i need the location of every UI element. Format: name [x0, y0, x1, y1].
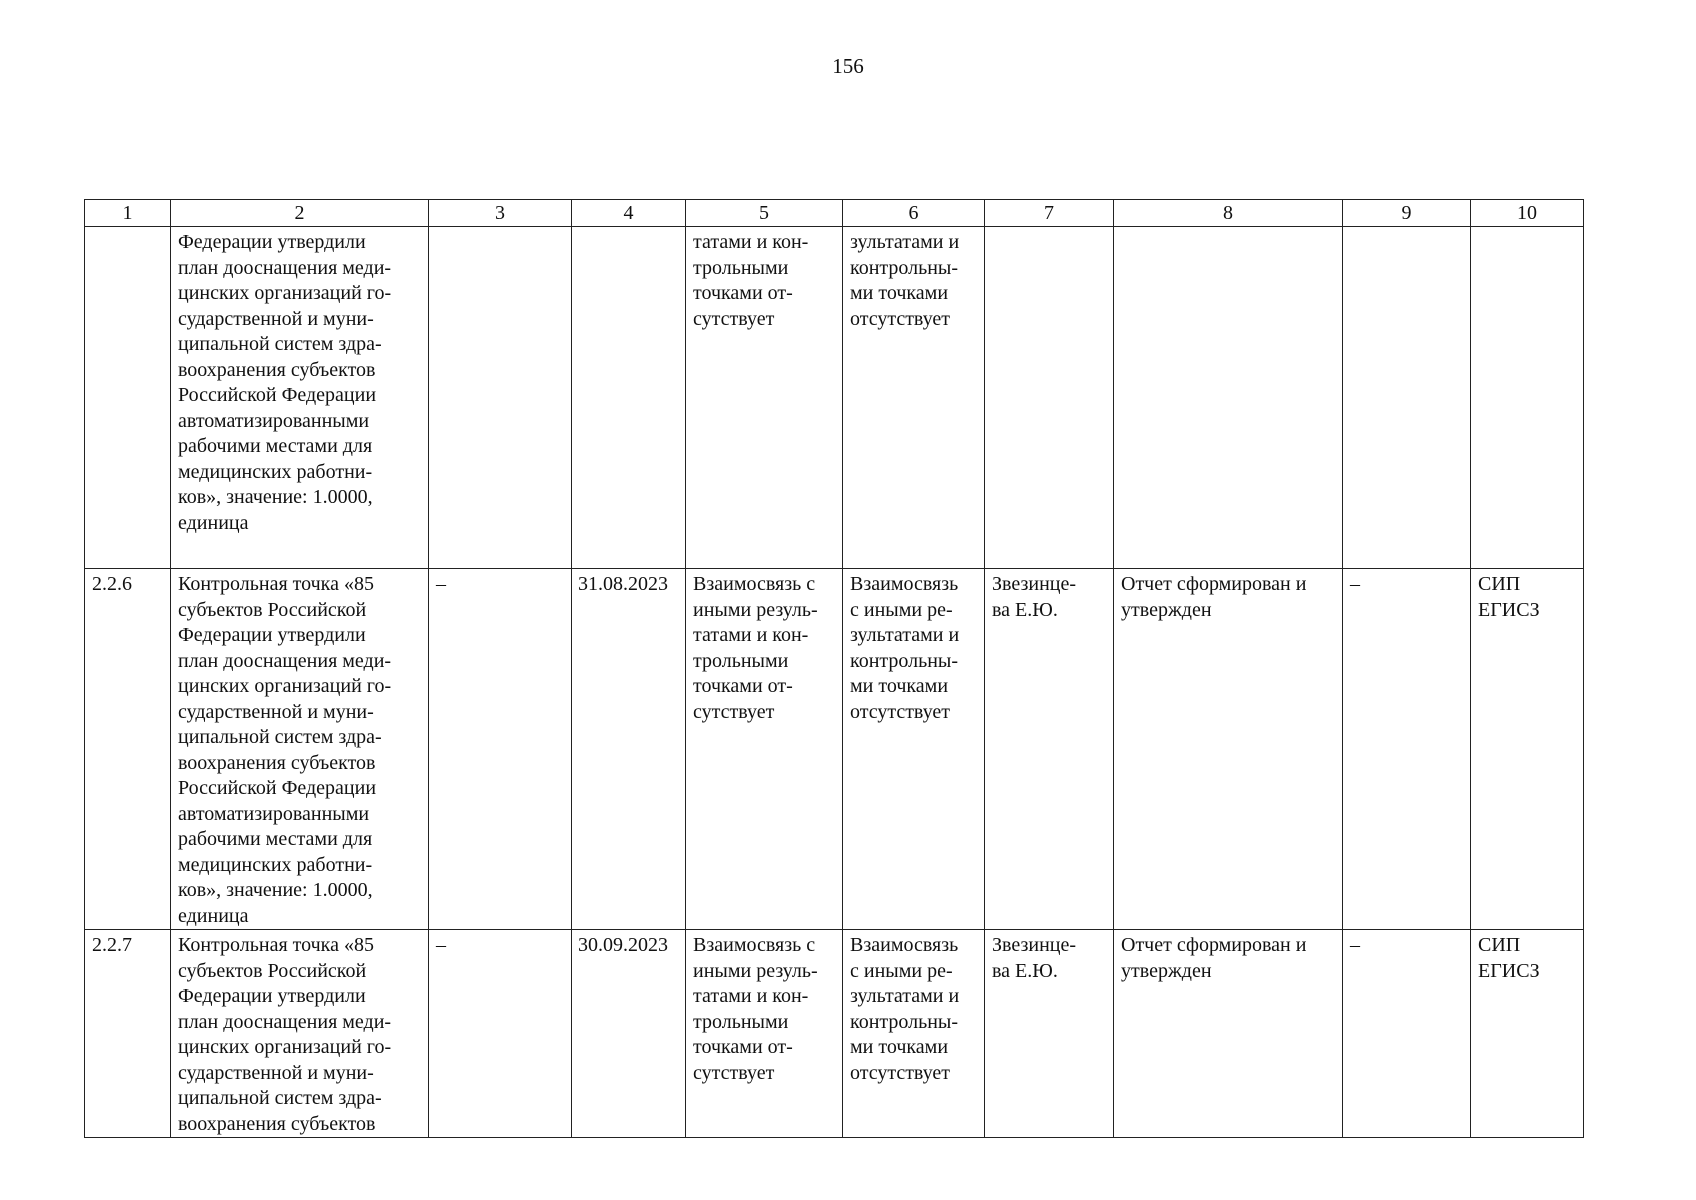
cell-description: Федерации утвердили план дооснащения меди- цинских организаций го- сударственной и муни- ципальной систем здра- воохранения субъектов Российской Федерации автоматизированными рабочими местами для медицинских работни- ков», значение: 1.0000, единица — [171, 227, 429, 569]
cell-date: 30.09.2023 — [572, 930, 686, 1138]
table-row — [85, 569, 1584, 930]
cell-number — [85, 227, 171, 569]
cell-relation-2: Взаимосвязь с иными ре- зультатами и контрольны- ми точками отсутствует — [843, 569, 985, 930]
header-cell: 6 — [843, 200, 985, 227]
cell-description: Контрольная точка «85 субъектов Российской Федерации утвердили план дооснащения меди- цинских организаций го- сударственной и муни- ципальной систем здра- воохранения субъектов — [171, 930, 429, 1138]
header-cell: 9 — [1343, 200, 1471, 227]
cell-description: Контрольная точка «85 субъектов Российской Федерации утвердили план дооснащения меди- цинских организаций го- сударственной и муни- ципальной систем здра- воохранения субъектов Российской Федерации автоматизированными рабочими местами для медицинских работни- ков», значение: 1.0000, единица — [171, 569, 429, 930]
cell-col9 — [1343, 227, 1471, 569]
header-cell: 5 — [686, 200, 843, 227]
page-number: 156 — [832, 54, 864, 78]
table-row — [85, 930, 1584, 1138]
header-cell: 8 — [1114, 200, 1343, 227]
cell-relation: Взаимосвязь с иными резуль- татами и кон- трольными точками от- сутствует — [686, 569, 843, 930]
cell-relation: Взаимосвязь с иными резуль- татами и кон- трольными точками от- сутствует — [686, 930, 843, 1138]
cell-relation-2: зультатами и контрольны- ми точками отсутствует — [843, 227, 985, 569]
header-cell: 3 — [429, 200, 572, 227]
cell-col3 — [429, 227, 572, 569]
table-header-row — [85, 200, 1584, 227]
cell-col3: – — [429, 930, 572, 1138]
document-table — [84, 199, 1584, 1138]
cell-system: СИП ЕГИСЗ — [1471, 569, 1584, 930]
cell-system: СИП ЕГИСЗ — [1471, 930, 1584, 1138]
header-cell: 2 — [171, 200, 429, 227]
table-row — [85, 227, 1584, 569]
cell-col9: – — [1343, 930, 1471, 1138]
cell-system — [1471, 227, 1584, 569]
header-cell: 1 — [85, 200, 171, 227]
header-cell: 10 — [1471, 200, 1584, 227]
header-cell: 7 — [985, 200, 1114, 227]
cell-col9: – — [1343, 569, 1471, 930]
cell-responsible: Звезинце- ва Е.Ю. — [985, 930, 1114, 1138]
cell-number: 2.2.6 — [85, 569, 171, 930]
cell-relation-2: Взаимосвязь с иными ре- зультатами и контрольны- ми точками отсутствует — [843, 930, 985, 1138]
cell-relation: татами и кон- трольными точками от- сутствует — [686, 227, 843, 569]
cell-result — [1114, 227, 1343, 569]
cell-date — [572, 227, 686, 569]
cell-date: 31.08.2023 — [572, 569, 686, 930]
cell-responsible — [985, 227, 1114, 569]
cell-number: 2.2.7 — [85, 930, 171, 1138]
cell-col3: – — [429, 569, 572, 930]
cell-responsible: Звезинце- ва Е.Ю. — [985, 569, 1114, 930]
cell-result: Отчет сформирован и утвержден — [1114, 930, 1343, 1138]
cell-result: Отчет сформирован и утвержден — [1114, 569, 1343, 930]
header-cell: 4 — [572, 200, 686, 227]
